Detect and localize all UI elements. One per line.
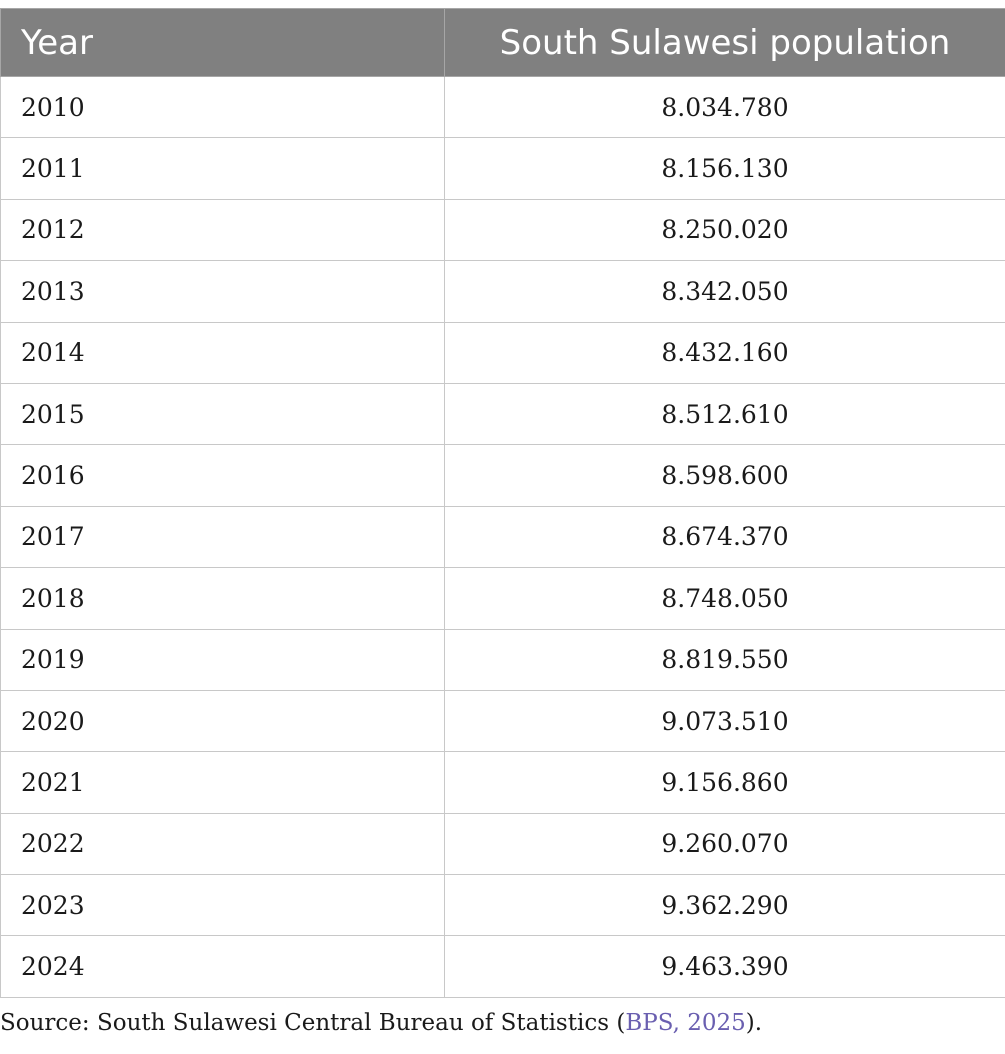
population-table-container (0, 8, 1005, 998)
year-cell: 2014 (1, 322, 445, 383)
year-cell: 2011 (1, 138, 445, 199)
population-cell: 8.432.160 (445, 322, 1005, 383)
population-cell: 8.748.050 (445, 568, 1005, 629)
table-header (1, 9, 1005, 77)
table-row (1, 629, 1005, 690)
year-cell: 2019 (1, 629, 445, 690)
year-cell: 2017 (1, 506, 445, 567)
table-row (1, 813, 1005, 874)
population-cell: 8.342.050 (445, 261, 1005, 322)
year-cell: 2022 (1, 813, 445, 874)
population-cell: 9.260.070 (445, 813, 1005, 874)
year-cell: 2020 (1, 690, 445, 751)
table-row (1, 77, 1005, 138)
year-cell: 2024 (1, 936, 445, 997)
source-text: Source: South Sulawesi Central Bureau of Statistics ( (0, 1010, 626, 1036)
population-cell: 8.674.370 (445, 506, 1005, 567)
population-cell: 8.819.550 (445, 629, 1005, 690)
population-cell: 9.156.860 (445, 752, 1005, 813)
year-cell: 2012 (1, 199, 445, 260)
table-row (1, 199, 1005, 260)
population-table (0, 8, 1005, 998)
year-cell: 2021 (1, 752, 445, 813)
header-row (1, 9, 1005, 77)
year-column-header: Year (1, 9, 445, 77)
table-row (1, 936, 1005, 997)
population-cell: 8.512.610 (445, 383, 1005, 444)
table-row (1, 138, 1005, 199)
population-cell: 9.362.290 (445, 875, 1005, 936)
table-row (1, 383, 1005, 444)
source-text-end: ). (745, 1010, 763, 1036)
year-cell: 2010 (1, 77, 445, 138)
population-cell: 9.463.390 (445, 936, 1005, 997)
population-cell: 8.250.020 (445, 199, 1005, 260)
table-row (1, 690, 1005, 751)
year-cell: 2018 (1, 568, 445, 629)
year-cell: 2015 (1, 383, 445, 444)
population-cell: 9.073.510 (445, 690, 1005, 751)
source-reference-link[interactable]: BPS, 2025 (625, 1010, 746, 1036)
population-cell: 8.156.130 (445, 138, 1005, 199)
table-row (1, 322, 1005, 383)
population-cell: 8.034.780 (445, 77, 1005, 138)
table-row (1, 445, 1005, 506)
table-body (1, 77, 1005, 998)
year-cell: 2013 (1, 261, 445, 322)
population-column-header: South Sulawesi population (445, 9, 1005, 77)
year-cell: 2023 (1, 875, 445, 936)
table-row (1, 506, 1005, 567)
source-note (0, 1010, 762, 1036)
population-cell: 8.598.600 (445, 445, 1005, 506)
table-row (1, 752, 1005, 813)
table-row (1, 875, 1005, 936)
table-row (1, 568, 1005, 629)
table-row (1, 261, 1005, 322)
year-cell: 2016 (1, 445, 445, 506)
